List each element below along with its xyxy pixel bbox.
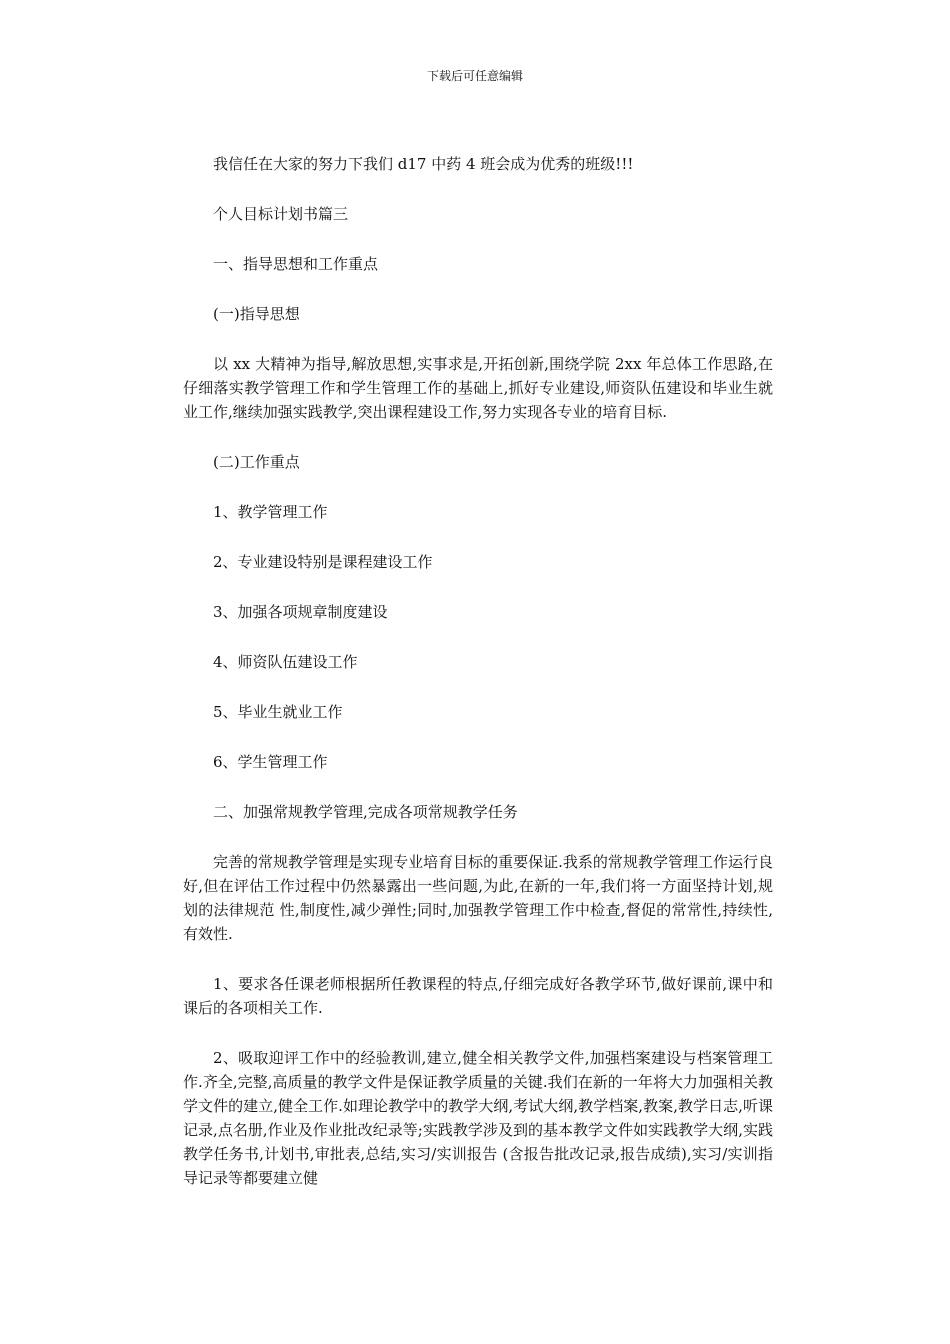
page-header: 下载后可任意编辑 bbox=[426, 69, 523, 83]
list-item: 6、学生管理工作 bbox=[213, 753, 328, 771]
heading-teaching-management: 二、加强常规教学管理,完成各项常规教学任务 bbox=[213, 803, 518, 821]
list-item: 4、师资队伍建设工作 bbox=[213, 653, 358, 671]
section-title: 个人目标计划书篇三 bbox=[213, 205, 349, 223]
document-body bbox=[183, 152, 773, 1216]
heading-guiding-thought-and-focus: 一、指导思想和工作重点 bbox=[213, 255, 379, 273]
list-item: 2、专业建设特别是课程建设工作 bbox=[213, 553, 433, 571]
list-item: 1、教学管理工作 bbox=[213, 503, 328, 521]
list-item: 5、毕业生就业工作 bbox=[213, 703, 343, 721]
paragraph-item-2: 2、吸取迎评工作中的经验教训,建立,健全相关教学文件,加强档案建设与档案管理工作.齐全,完整,高质量的教学文件是保证教学质量的关键.我们在新的一年将大力加强相关教学文件的建立,健全工作.如理论教学中的教学大纲,考试大纲,教学档案,教案,教学日志,听课记录,点名册,作业及作业批改纪录等;实践教学涉及到的基本教学文件如实践教学大纲,实践教学任务书,计划书,审批表,总结,实习/实训报告 (含报告批改记录,报告成绩),实习/实训指导记录等都要建立健 bbox=[183, 1049, 773, 1187]
closing-sentence: 我信任在大家的努力下我们 d17 中药 4 班会成为优秀的班级!!! bbox=[213, 155, 634, 173]
paragraph-teaching-management: 完善的常规教学管理是实现专业培育目标的重要保证.我系的常规教学管理工作运行良好,但在评估工作过程中仍然暴露出一些问题,为此,在新的一年,我们将一方面坚持计划,规划的法律规范 性,制度性,减少弹性;同时,加强教学管理工作中检查,督促的常常性,持续性,有效性. bbox=[183, 853, 773, 943]
subheading-work-focus: (二)工作重点 bbox=[213, 453, 300, 471]
list-item: 3、加强各项规章制度建设 bbox=[213, 603, 388, 621]
paragraph-guiding-thought: 以 xx 大精神为指导,解放思想,实事求是,开拓创新,围绕学院 2xx 年总体工作思路,在仔细落实教学管理工作和学生管理工作的基础上,抓好专业建设,师资队伍建设和毕业生就业工作,继续加强实践教学,突出课程建设工作,努力实现各专业的培育目标. bbox=[183, 355, 773, 421]
subheading-guiding-thought: (一)指导思想 bbox=[213, 305, 300, 323]
paragraph-item-1: 1、要求各任课老师根据所任教课程的特点,仔细完成好各教学环节,做好课前,课中和课后的各项相关工作. bbox=[183, 975, 773, 1017]
